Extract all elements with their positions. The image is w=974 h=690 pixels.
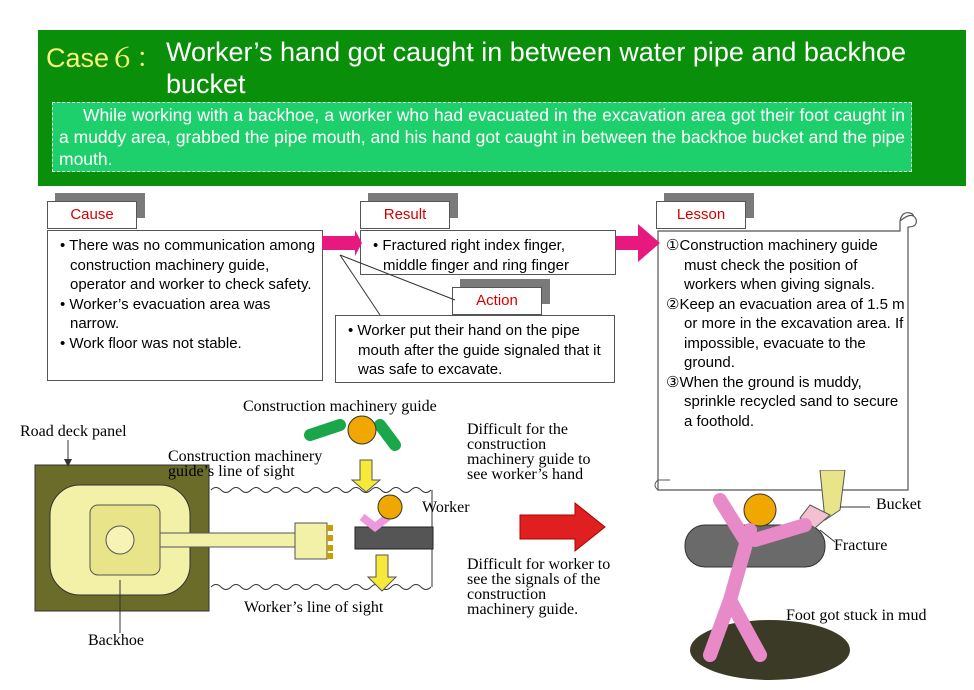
note-worker-difficulty: Difficult for worker to see the signals of the construction machinery guide. [467,556,611,618]
incident-summary: While working with a backhoe, a worker who had evacuated in the excavation area got their foot caught in a muddy area, grabbed the pipe mouth, and his hand got caught in between the backhoe bucket and the pipe mouth. [52,102,912,172]
lesson-item: ①Construction machinery guide must check the position of workers when giving signals. [666,237,878,293]
worker-label: Worker [422,499,470,516]
backhoe-label: Backhoe [88,632,144,649]
cause-tag: Cause [47,201,137,229]
action-tag: Action [452,287,542,315]
road-deck-label: Road deck panel [20,423,127,440]
guide-sight-label: Construction machinery guide’s line of sight [168,448,323,480]
note-guide-difficulty: Difficult for the construction machinery guide to see worker’s hand [467,421,591,483]
page-title: Worker’s hand got caught in between water pipe and backhoe bucket [166,37,906,99]
cause-item: • Work floor was not stable. [54,334,316,354]
accident-illustration [660,470,970,690]
case-number: Case６： [46,43,164,73]
lesson-tag: Lesson [656,201,746,229]
result-tag: Result [360,201,450,229]
lesson-item: ③When the ground is muddy, sprinkle recycled sand to secure a foothold. [666,373,899,430]
bucket-label: Bucket [876,496,922,513]
cause-item: • Worker’s evacuation area was narrow. [54,295,316,334]
result-to-lesson-arrow [616,224,660,262]
cause-to-result-arrow [322,230,362,256]
worker-sight-label: Worker’s line of sight [244,599,384,616]
fracture-label: Fracture [834,537,888,554]
action-item: • Worker put their hand on the pipe mouth after the guide signaled that it was safe to excavate. [342,321,608,380]
guide-label: Construction machinery guide [243,398,437,415]
lesson-item: ②Keep an evacuation area of 1.5 m or more in the excavation area. If impossible, evacuate to the ground. [666,295,905,371]
foot-stuck-label: Foot got stuck in mud [786,607,927,624]
red-arrow [520,503,605,551]
cause-item: • There was no communication among construction machinery guide, operator and worker to check safety. [54,236,316,295]
result-item: • Fractured right index finger, middle finger and ring finger [367,236,609,275]
